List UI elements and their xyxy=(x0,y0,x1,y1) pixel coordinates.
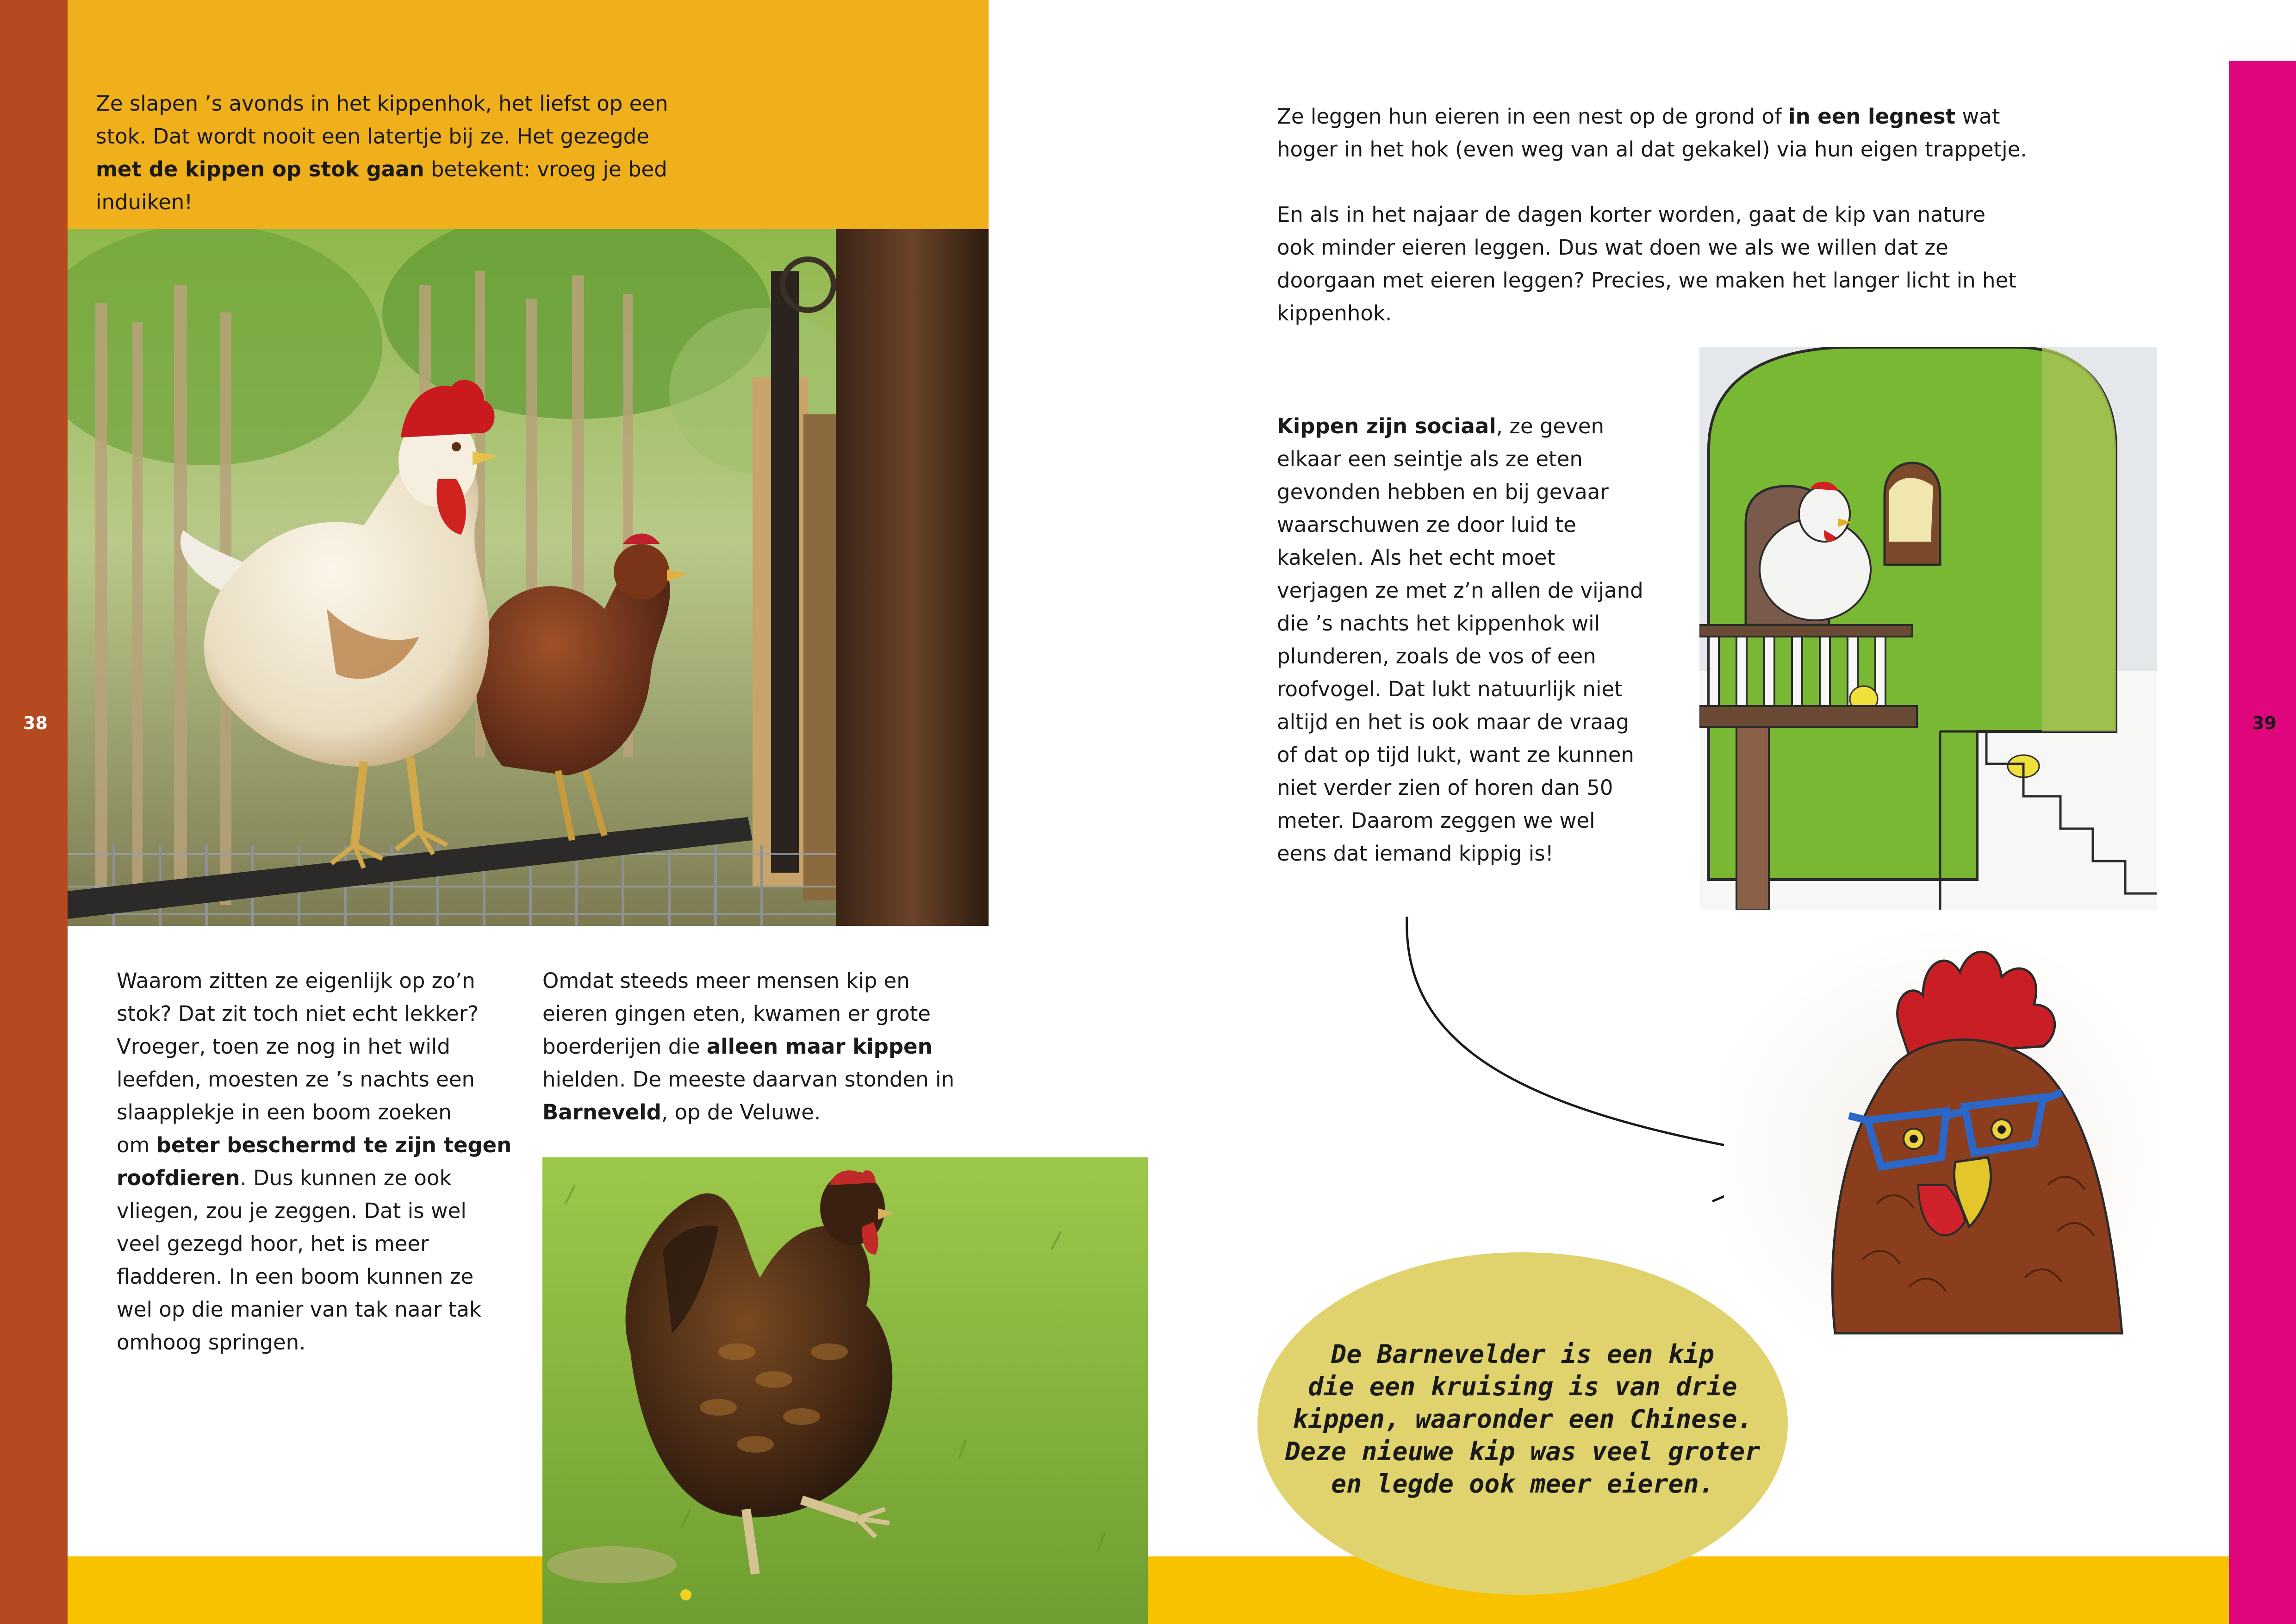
bold-phrase: met de kippen op stok gaan xyxy=(96,157,424,181)
bold-phrase: Barneveld xyxy=(542,1100,661,1124)
text-line: die ’s nachts het kippenhok wil xyxy=(1277,611,1600,636)
text-line: eens dat iemand kippig is! xyxy=(1277,841,1554,866)
text-line: En als in het najaar de dagen korter worden, gaat de kip van nature xyxy=(1277,202,1986,227)
intro-line: induiken! xyxy=(96,190,193,214)
text-line: omhoog springen. xyxy=(117,1330,306,1355)
bold-phrase: beter beschermd te zijn tegen xyxy=(156,1133,512,1157)
left-edge-band xyxy=(0,0,68,1624)
text-line: hoger in het hok (even weg van al dat gekakel) via hun eigen trappetje. xyxy=(1277,137,2027,162)
text-line: stok? Dat zit toch niet echt lekker? xyxy=(117,1001,479,1026)
text-line: verjagen ze met z’n allen de vijand xyxy=(1277,578,1643,603)
text-line: hielden. De meeste daarvan stonden in xyxy=(542,1067,955,1092)
info-bubble-text xyxy=(1268,1338,1777,1500)
text-autumn-paragraph xyxy=(1277,198,2064,330)
chicken-coop-illustration xyxy=(1699,347,2157,910)
text-line: om beter beschermd te zijn tegen xyxy=(117,1133,512,1157)
intro-line: met de kippen op stok gaan betekent: vroeg je bed xyxy=(96,157,667,181)
intro-paragraph xyxy=(96,87,975,219)
text-line: meter. Daarom zeggen we wel xyxy=(1277,808,1595,833)
bold-phrase: roofdieren xyxy=(117,1166,240,1190)
bubble-line: die een kruising is van drie xyxy=(1308,1372,1737,1401)
coop-drawing xyxy=(1699,347,2157,910)
text-line: vliegen, zou je zeggen. Dat is wel xyxy=(117,1199,467,1223)
text-line: Vroeger, toen ze nog in het wild xyxy=(117,1034,450,1059)
bottom-yellow-band xyxy=(68,1556,2229,1624)
text-line: elkaar een seintje als ze eten xyxy=(1277,447,1583,471)
right-edge-band xyxy=(2229,61,2296,1624)
text-line: kippenhok. xyxy=(1277,301,1392,325)
text-line: Kippen zijn sociaal, ze geven xyxy=(1277,414,1604,438)
text-social-paragraph xyxy=(1277,410,1656,870)
text-line: of dat op tijd lukt, want ze kunnen xyxy=(1277,743,1634,767)
text-line: plunderen, zoals de vos of een xyxy=(1277,644,1596,668)
text-line: gevonden hebben en bij gevaar xyxy=(1277,480,1609,504)
rooster-and-hen-illustration xyxy=(68,229,989,926)
bubble-line: De Barnevelder is een kip xyxy=(1331,1339,1714,1369)
barnevelder-hen-photo xyxy=(542,1157,1148,1624)
text-line: niet verder zien of horen dan 50 xyxy=(1277,775,1613,800)
text-line: eieren gingen eten, kwamen er grote xyxy=(542,1001,931,1026)
text-line: slaapplekje in een boom zoeken xyxy=(117,1100,452,1124)
text-line: roofdieren. Dus kunnen ze ook xyxy=(117,1166,452,1190)
text-line: waarschuwen ze door luid te xyxy=(1277,512,1576,537)
bold-phrase: Kippen zijn sociaal xyxy=(1277,414,1496,438)
text-line: Ze leggen hun eieren in een nest op de grond of in een legnest wat xyxy=(1277,104,2000,129)
text-line: ook minder eieren leggen. Dus wat doen we als we willen dat ze xyxy=(1277,235,1948,260)
bubble-line: Deze nieuwe kip was veel groter xyxy=(1285,1437,1761,1466)
text-line: boerderijen die alleen maar kippen xyxy=(542,1034,933,1059)
text-line: roofvogel. Dat lukt natuurlijk niet xyxy=(1277,677,1623,701)
text-column-farms xyxy=(542,964,1005,1129)
text-line: veel gezegd hoor, het is meer xyxy=(117,1231,429,1256)
text-nest-paragraph xyxy=(1277,100,2064,166)
text-line: Waarom zitten ze eigenlijk op zo’n xyxy=(117,968,475,993)
rooster-drawing xyxy=(1724,926,2154,1338)
text-line: wel op die manier van tak naar tak xyxy=(117,1297,482,1322)
text-column-why-perch xyxy=(117,964,533,1359)
text-line: kakelen. Als het echt moet xyxy=(1277,545,1556,570)
rooster-and-hen-photo xyxy=(68,229,989,926)
text-line: fladderen. In een boom kunnen ze xyxy=(117,1264,474,1289)
text-line: Omdat steeds meer mensen kip en xyxy=(542,968,910,993)
intro-line: stok. Dat wordt nooit een latertje bij ze. Het gezegde xyxy=(96,124,649,149)
page-number-left: 38 xyxy=(23,713,48,733)
text-line: leefden, moesten ze ’s nachts een xyxy=(117,1067,475,1092)
text-line: doorgaan met eieren leggen? Precies, we maken het langer licht in het xyxy=(1277,268,2016,293)
intro-line: Ze slapen ’s avonds in het kippenhok, het liefst op een xyxy=(96,91,668,116)
barnevelder-hen-illustration xyxy=(542,1157,1148,1624)
bold-phrase: in een legnest xyxy=(1788,104,1956,129)
page-number-right: 39 xyxy=(2252,713,2277,733)
text-line: altijd en het is ook maar de vraag xyxy=(1277,710,1630,734)
text-line: Barneveld, op de Veluwe. xyxy=(542,1100,821,1124)
bubble-line: en legde ook meer eieren. xyxy=(1331,1469,1714,1499)
rooster-with-glasses-illustration xyxy=(1724,926,2154,1338)
bold-phrase: alleen maar kippen xyxy=(706,1034,933,1059)
bubble-line: kippen, waaronder een Chinese. xyxy=(1293,1404,1753,1434)
